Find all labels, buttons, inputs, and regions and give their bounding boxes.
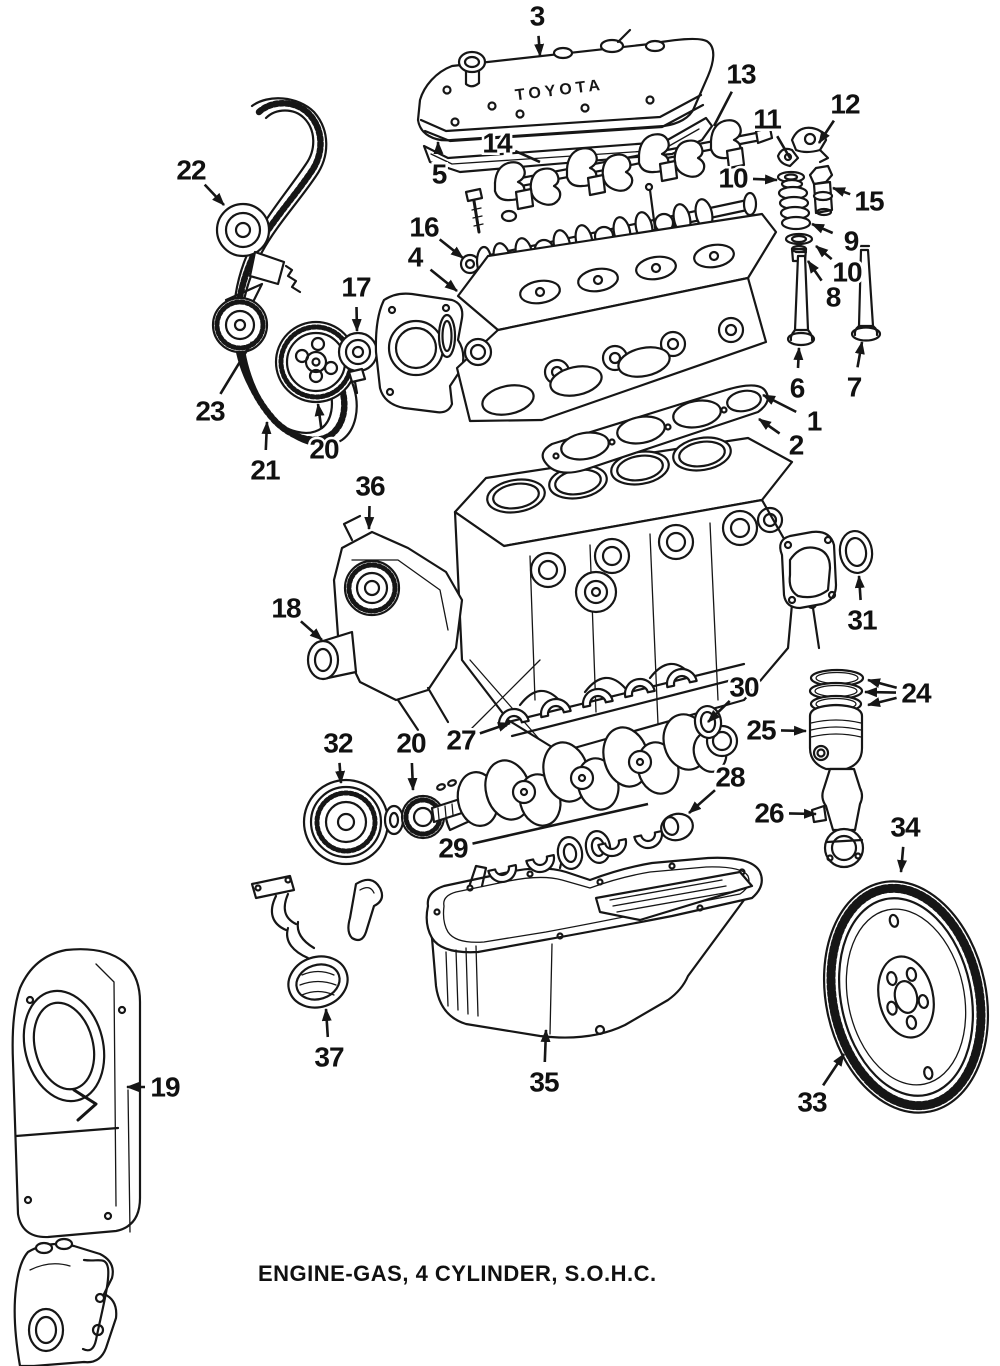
- valve-cover: [418, 30, 713, 141]
- callout-label-8: 8: [825, 281, 841, 313]
- callout-leader-7: [858, 342, 863, 367]
- callout-label-20: 20: [396, 727, 426, 759]
- oil-pan: [427, 852, 762, 1038]
- callout-label-34: 34: [890, 811, 920, 843]
- rocker-arm-11: [778, 149, 798, 166]
- callout-label-33: 33: [797, 1086, 827, 1118]
- callout-label-31: 31: [847, 604, 877, 636]
- callout-leader-18: [301, 621, 322, 640]
- callout-leader-27: [480, 723, 510, 733]
- callout-leader-34: [901, 847, 903, 872]
- callout-label-3: 3: [529, 0, 545, 32]
- callout-leader-22: [205, 185, 224, 205]
- callout-label-26: 26: [754, 797, 784, 829]
- callout-label-6: 6: [789, 372, 805, 404]
- callout-leader-10: [816, 246, 832, 259]
- timing-cover-lower: [15, 1239, 117, 1366]
- callout-leader-24: [865, 692, 896, 693]
- callout-label-32: 32: [323, 727, 353, 759]
- callout-leader-8: [808, 261, 822, 281]
- callout-leader-21: [266, 422, 267, 450]
- valve-spring-stack: [778, 172, 812, 261]
- callout-leader-24: [868, 698, 897, 705]
- oil-pickup: [252, 876, 382, 1015]
- piston: [810, 705, 862, 769]
- callout-label-13: 13: [726, 58, 756, 90]
- callout-label-18: 18: [271, 592, 301, 624]
- callout-leader-26: [789, 813, 816, 814]
- callout-label-19: 19: [150, 1071, 180, 1103]
- valve-lash-adjuster: [810, 166, 832, 215]
- callout-label-25: 25: [746, 714, 776, 746]
- callout-label-37: 37: [314, 1041, 344, 1073]
- callout-label-7: 7: [846, 371, 862, 403]
- callout-label-10: 10: [718, 162, 748, 194]
- callout-label-23: 23: [195, 395, 225, 427]
- callout-label-11: 11: [753, 103, 781, 135]
- callout-label-36: 36: [355, 470, 385, 502]
- callout-label-16: 16: [409, 211, 439, 243]
- callout-leader-25: [781, 730, 806, 731]
- callout-leader-10: [753, 179, 777, 180]
- connecting-rod: [812, 769, 863, 867]
- callout-label-21: 21: [250, 454, 280, 486]
- callout-label-22: 22: [176, 154, 206, 186]
- callout-leader-35: [545, 1030, 546, 1062]
- head-bolt-icon: [466, 189, 482, 201]
- callout-leader-2: [759, 419, 780, 434]
- engine-block: [455, 434, 819, 752]
- callout-leader-15: [833, 188, 850, 194]
- oil-filler-cap-icon: [459, 52, 485, 72]
- callout-label-15: 15: [854, 185, 884, 217]
- callout-leader-37: [326, 1009, 328, 1037]
- callout-label-10: 10: [832, 256, 862, 288]
- callout-label-30: 30: [729, 671, 759, 703]
- callout-label-28: 28: [715, 761, 745, 793]
- callout-label-14: 14: [482, 127, 512, 159]
- front-plate: [376, 294, 463, 413]
- callout-label-20: 20: [309, 433, 339, 465]
- callout-leader-4: [431, 270, 458, 291]
- callout-leader-33: [823, 1054, 844, 1085]
- callout-leader-16: [440, 239, 463, 258]
- callout-label-4: 4: [407, 241, 423, 273]
- callout-leader-17: [357, 307, 358, 331]
- rod-bearing: [658, 810, 696, 843]
- oil-pump: [308, 516, 462, 730]
- callout-leader-20: [412, 763, 413, 790]
- callout-leader-9: [812, 224, 833, 233]
- figure-caption: ENGINE-GAS, 4 CYLINDER, S.O.H.C.: [258, 1261, 657, 1286]
- valve-cover-brand-text: TOYOTA: [514, 76, 605, 105]
- callout-label-27: 27: [446, 724, 476, 756]
- callout-label-35: 35: [529, 1066, 559, 1098]
- callout-label-1: 1: [806, 405, 822, 437]
- flywheel: [803, 866, 1000, 1128]
- callout-leader-6: [798, 348, 799, 368]
- callout-label-17: 17: [341, 271, 371, 303]
- belt-sprocket: [213, 298, 267, 352]
- callout-label-2: 2: [788, 429, 804, 461]
- callout-label-24: 24: [901, 677, 931, 709]
- callout-label-9: 9: [843, 225, 859, 257]
- callout-leader-24: [868, 680, 897, 688]
- callout-leader-32: [340, 763, 342, 783]
- callout-leader-31: [859, 576, 861, 600]
- timing-cover-upper: [13, 949, 140, 1237]
- callout-label-5: 5: [431, 158, 447, 190]
- rear-main-seal: [837, 529, 875, 575]
- callout-leader-36: [369, 506, 370, 529]
- callout-label-12: 12: [830, 88, 860, 120]
- callout-leader-3: [539, 36, 541, 56]
- callout-label-29: 29: [438, 832, 468, 864]
- callout-leader-28: [689, 790, 715, 813]
